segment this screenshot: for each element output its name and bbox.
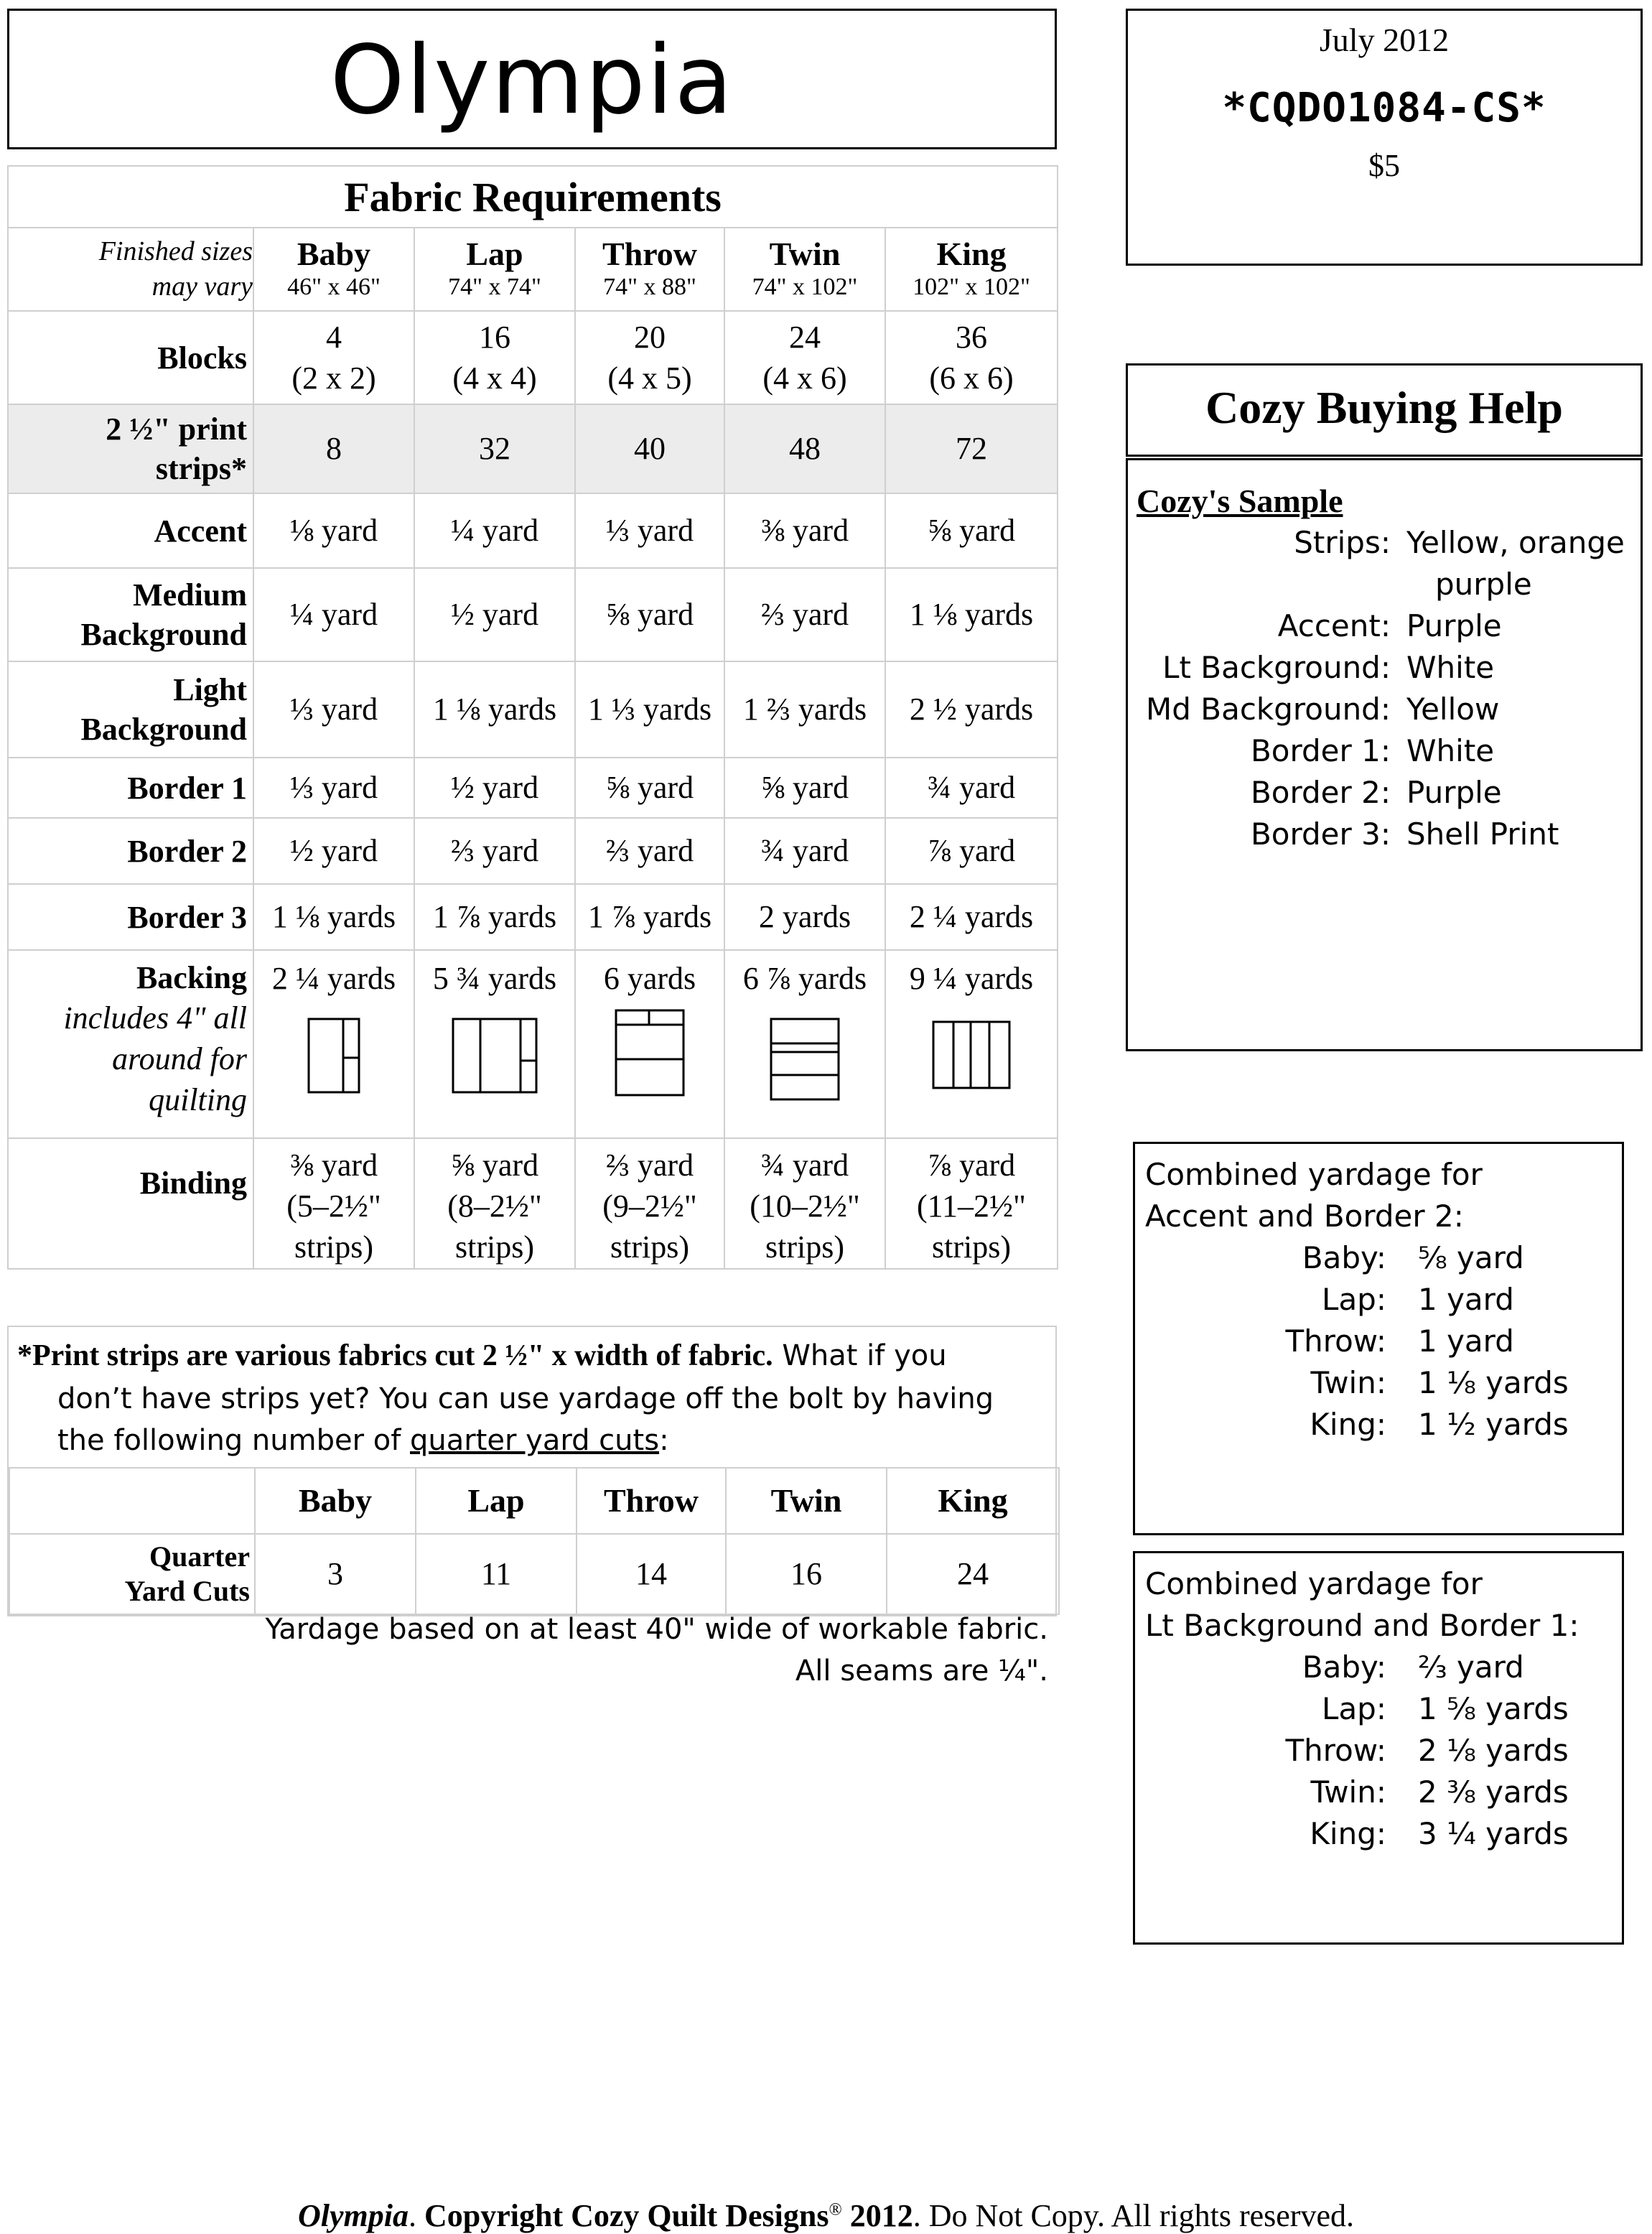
table-cell: ⅜ yard (5–2½" strips) [253, 1138, 414, 1269]
table-cell: ⅔ yard [575, 818, 724, 884]
table-row [9, 1468, 1059, 1534]
table-row-light-background [8, 661, 1058, 758]
table-cell: 48 [724, 404, 885, 493]
table-cell: ⅓ yard [575, 493, 724, 568]
table-cell: 1 ⅞ yards [414, 884, 575, 950]
table-row-backing [8, 950, 1058, 1138]
table-cell: 6 yards [575, 950, 724, 1138]
table-cell: ⅝ yard [724, 758, 885, 818]
print-strips-footnote-box [7, 1326, 1057, 1616]
table-cell: 16 (4 x 4) [414, 311, 575, 404]
finished-note-line: Finished sizes [98, 236, 253, 266]
table-cell: 16 [726, 1534, 887, 1614]
yardage-note [7, 1609, 1048, 1692]
table-row-border-2 [8, 818, 1058, 884]
table-cell: ⅓ yard [253, 661, 414, 758]
column-header: Baby [255, 1468, 416, 1534]
pattern-barcode-text: *CQDO1084-CS* [1222, 85, 1546, 131]
size-dims: 102" x 102" [913, 273, 1030, 300]
table-cell: ⅜ yard [724, 493, 885, 568]
table-cell: 2 ¼ yards [885, 884, 1058, 950]
footnote-bold: *Print strips are various fabrics cut 2 ½" x width of fabric. [17, 1339, 773, 1372]
registered-mark: ® [829, 2200, 842, 2220]
row-label: Border 3 [8, 884, 253, 950]
table-row-border-1 [8, 758, 1058, 818]
table-row-blocks [8, 311, 1058, 404]
table-cell: ⅝ yard (8–2½" strips) [414, 1138, 575, 1269]
yardage-note-line: All seams are ¼". [795, 1654, 1048, 1688]
quarter-yard-cuts-table [9, 1467, 1060, 1615]
pattern-info-box [1126, 9, 1643, 266]
table-cell: ⅛ yard [253, 493, 414, 568]
table-cell: ¼ yard [253, 568, 414, 661]
table-cell: 1 ⅛ yards [885, 568, 1058, 661]
copyright-footer: Olympia. Copyright Cozy Quilt Designs® 2012. Do Not Copy. All rights reserved. [297, 2198, 1354, 2233]
quarter-yard-cuts-term: quarter yard cuts [410, 1423, 660, 1457]
size-header-lap [414, 228, 575, 311]
table-row-accent [8, 493, 1058, 568]
table-cell: 36 (6 x 6) [885, 311, 1058, 404]
column-header: King [887, 1468, 1059, 1534]
cozy-sample-heading: Cozy's Sample [1137, 483, 1343, 519]
table-cell: 4 (2 x 2) [253, 311, 414, 404]
row-label: Quarter Yard Cuts [9, 1534, 255, 1614]
table-cell: 2 yards [724, 884, 885, 950]
pattern-price: $5 [1368, 148, 1400, 183]
row-label: Accent [8, 493, 253, 568]
row-label: 2 ½" print strips* [8, 404, 253, 493]
size-name: Baby [297, 236, 371, 273]
backing-diagram-icon [307, 1018, 360, 1094]
table-cell: ⅞ yard (11–2½" strips) [885, 1138, 1058, 1269]
pattern-date: July 2012 [1319, 22, 1450, 58]
backing-label: Backing [136, 960, 247, 995]
table-cell: 32 [414, 404, 575, 493]
row-label: Blocks [8, 311, 253, 404]
title-box [7, 9, 1057, 149]
footnote-text: don’t have strips yet? You can use yardage off the bolt by having [57, 1382, 994, 1415]
size-dims: 74" x 102" [752, 273, 858, 300]
table-cell: 1 ⅛ yards [414, 661, 575, 758]
table-cell: 8 [253, 404, 414, 493]
table-cell: 14 [577, 1534, 726, 1614]
table-cell: 1 ⅛ yards [253, 884, 414, 950]
table-row-binding [8, 1138, 1058, 1269]
row-label: Border 1 [8, 758, 253, 818]
footnote-text: What if you [773, 1339, 947, 1372]
column-header: Throw [577, 1468, 726, 1534]
combined-yardage-title: Combined yardage for Accent and Border 2: [1145, 1157, 1483, 1234]
footnote-text: the following number of quarter yard cuts: [57, 1423, 669, 1457]
finished-note-line: may vary [151, 271, 253, 302]
table-cell: 72 [885, 404, 1058, 493]
page-title: Olympia [330, 25, 734, 136]
backing-diagram-icon [452, 1018, 538, 1094]
combined-yardage-accent-border2: Combined yardage for Accent and Border 2: Baby: ⅝ yard Lap: 1 yard Throw: 1 yard Twin: 1 ⅛ yards King: 1 ½ yards [1133, 1142, 1624, 1535]
table-cell: ⅝ yard [575, 568, 724, 661]
table-cell [9, 1468, 255, 1534]
table-cell: 1 ⅔ yards [724, 661, 885, 758]
size-dims: 74" x 74" [448, 273, 541, 300]
size-header-king [885, 228, 1058, 311]
table-row [9, 1534, 1059, 1614]
fabric-requirements-table [7, 165, 1058, 1270]
backing-note: quilting [149, 1082, 247, 1118]
table-cell: ¼ yard [414, 493, 575, 568]
table-cell: 24 [887, 1534, 1059, 1614]
size-header-throw [575, 228, 724, 311]
table-cell: 1 ⅞ yards [575, 884, 724, 950]
table-cell: 24 (4 x 6) [724, 311, 885, 404]
combined-yardage-title: Combined yardage for Lt Background and Border 1: [1145, 1566, 1579, 1643]
finished-sizes-note [8, 228, 253, 311]
row-label: Binding [8, 1138, 253, 1269]
table-cell: ¾ yard [885, 758, 1058, 818]
size-name: Throw [602, 236, 698, 273]
row-label: Medium Background [8, 568, 253, 661]
cozy-sample-box: Cozy's Sample Strips: Yellow, orange purple Accent: Purple Lt Background: White Md Background: Yellow Border 1: White Border 2: Purple Border 3: Shell Print [1126, 458, 1643, 1051]
column-header: Twin [726, 1468, 887, 1534]
table-cell: 9 ¼ yards [885, 950, 1058, 1138]
table-cell: 6 ⅞ yards [724, 950, 885, 1138]
table-cell: 20 (4 x 5) [575, 311, 724, 404]
footer-year: 2012 [841, 2198, 913, 2233]
yardage-note-line: Yardage based on at least 40" wide of workable fabric. [265, 1613, 1048, 1646]
buying-help-title: Cozy Buying Help [1126, 363, 1643, 457]
table-cell: ⅓ yard [253, 758, 414, 818]
backing-note: around for [112, 1041, 247, 1077]
table-row-border-3 [8, 884, 1058, 950]
table-cell: 11 [416, 1534, 577, 1614]
table-cell: ⅔ yard (9–2½" strips) [575, 1138, 724, 1269]
table-cell: ¾ yard (10–2½" strips) [724, 1138, 885, 1269]
table-heading: Fabric Requirements [8, 166, 1058, 228]
row-label: Border 2 [8, 818, 253, 884]
size-dims: 46" x 46" [287, 273, 381, 300]
table-row-medium-background [8, 568, 1058, 661]
table-cell: ½ yard [253, 818, 414, 884]
table-cell: 2 ½ yards [885, 661, 1058, 758]
column-header: Lap [416, 1468, 577, 1534]
backing-note: includes 4" all [63, 1000, 247, 1035]
table-cell: 2 ¼ yards [253, 950, 414, 1138]
size-dims: 74" x 88" [603, 273, 696, 300]
table-cell: 40 [575, 404, 724, 493]
backing-diagram-icon [932, 1020, 1011, 1089]
table-row-print-strips [8, 404, 1058, 493]
footer-rest: . Do Not Copy. All rights reserved. [913, 2198, 1354, 2233]
size-header-twin [724, 228, 885, 311]
table-cell: ½ yard [414, 758, 575, 818]
row-label: Light Background [8, 661, 253, 758]
footer-title: Olympia [297, 2198, 409, 2233]
backing-diagram-icon [770, 1018, 840, 1101]
combined-yardage-lt-background-border1: Combined yardage for Lt Background and Border 1: Baby: ⅔ yard Lap: 1 ⅝ yards Throw: 2 ⅛ yards Twin: 2 ⅜ yards King: 3 ¼ yards [1133, 1551, 1624, 1945]
table-cell: 5 ¾ yards [414, 950, 575, 1138]
size-name: King [936, 236, 1007, 273]
table-cell: ⅞ yard [885, 818, 1058, 884]
table-cell: ¾ yard [724, 818, 885, 884]
table-cell: 3 [255, 1534, 416, 1614]
table-cell: ⅝ yard [885, 493, 1058, 568]
size-name: Lap [466, 236, 523, 273]
size-name: Twin [769, 236, 841, 273]
footer-copyright: Copyright Cozy Quilt Designs [424, 2198, 829, 2233]
table-cell: ⅔ yard [724, 568, 885, 661]
table-cell: ⅝ yard [575, 758, 724, 818]
print-strips-footnote [9, 1327, 1055, 1467]
table-cell: ⅔ yard [414, 818, 575, 884]
size-header-baby [253, 228, 414, 311]
backing-diagram-icon [615, 1009, 685, 1097]
row-label [8, 950, 253, 1138]
table-cell: ½ yard [414, 568, 575, 661]
table-cell: 1 ⅓ yards [575, 661, 724, 758]
